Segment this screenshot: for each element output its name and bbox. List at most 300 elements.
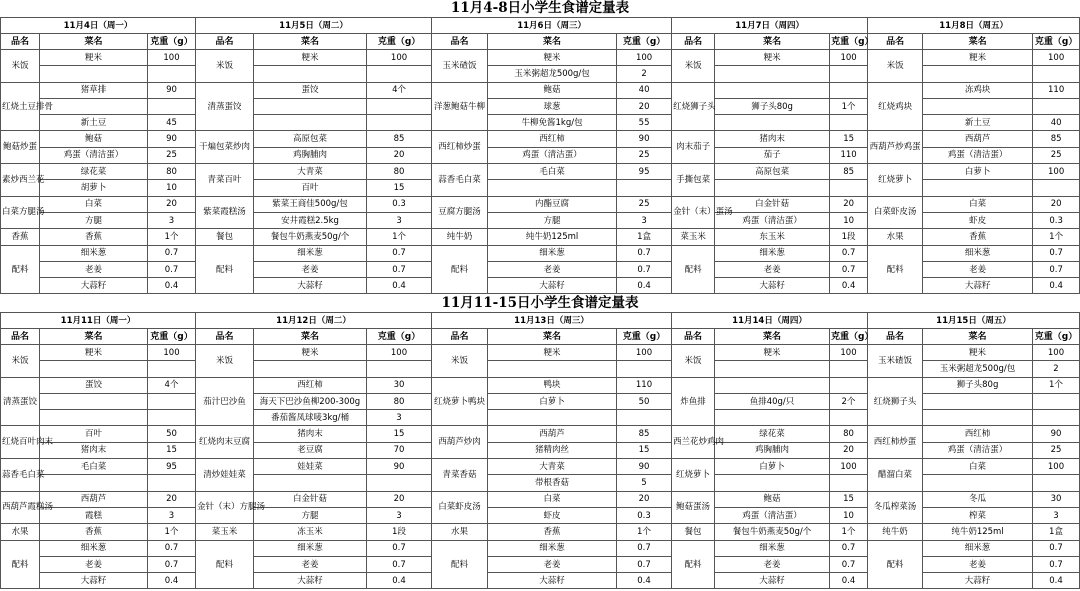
dish-category-header: 品名 <box>432 34 488 50</box>
table-row <box>1 164 1080 180</box>
ingredient-weight: 0.7 <box>367 245 432 261</box>
ingredient-name: 粳米 <box>488 345 617 361</box>
ingredient-name: 老姜 <box>488 261 617 277</box>
ingredient-name: 细米葱 <box>923 540 1033 556</box>
ingredient-weight: 70 <box>367 442 432 458</box>
dish-name: 蒜香毛白菜 <box>432 164 488 197</box>
ingredient-weight: 110 <box>830 147 868 163</box>
ingredient-weight: 0.7 <box>367 261 432 277</box>
ingredient-name: 香蕉 <box>40 229 148 245</box>
day-header: 11月14日（周四） <box>672 313 868 329</box>
ingredient-weight: 0.4 <box>367 573 432 589</box>
ingredient-name: 大青菜 <box>254 164 367 180</box>
dish-category-header: 品名 <box>1 329 40 345</box>
ingredient-weight <box>830 410 868 426</box>
ingredient-name: 玉米粥超龙500g/包 <box>488 66 617 82</box>
dish-name-header: 菜名 <box>254 329 367 345</box>
table-row <box>1 50 1080 66</box>
ingredient-name: 毛白菜 <box>40 459 148 475</box>
dish-category-header: 品名 <box>196 329 254 345</box>
ingredient-weight: 3 <box>617 212 672 228</box>
ingredient-weight: 0.4 <box>830 278 868 294</box>
ingredient-name: 白金针菇 <box>715 196 830 212</box>
dish-name: 白菜虾皮汤 <box>432 491 488 524</box>
weight-header: 克重（g） <box>1033 34 1080 50</box>
ingredient-name: 冻鸡块 <box>923 82 1033 98</box>
ingredient-name: 粳米 <box>715 345 830 361</box>
dish-name: 水果 <box>432 524 488 540</box>
dish-name: 配料 <box>196 540 254 589</box>
dish-name: 红烧肉末豆腐 <box>196 426 254 459</box>
ingredient-weight: 25 <box>617 196 672 212</box>
table-row <box>1 196 1080 212</box>
ingredient-weight: 0.3 <box>367 196 432 212</box>
ingredient-name: 细米葱 <box>715 540 830 556</box>
dish-name: 菜玉米 <box>196 524 254 540</box>
ingredient-weight: 0.3 <box>617 507 672 523</box>
ingredient-name <box>40 475 148 491</box>
ingredient-weight: 110 <box>1033 82 1080 98</box>
ingredient-name: 绿花菜 <box>40 164 148 180</box>
ingredient-weight <box>367 475 432 491</box>
ingredient-weight: 3 <box>367 212 432 228</box>
ingredient-weight: 10 <box>148 180 196 196</box>
dish-name-header: 菜名 <box>40 329 148 345</box>
ingredient-name: 鲍菇 <box>488 82 617 98</box>
table-row <box>1 345 1080 361</box>
ingredient-weight: 1个 <box>830 98 868 114</box>
dish-name: 米饭 <box>672 345 715 378</box>
ingredient-name: 粳米 <box>254 345 367 361</box>
dish-name: 菜玉米 <box>672 229 715 245</box>
ingredient-weight: 25 <box>617 147 672 163</box>
ingredient-name: 新土豆 <box>40 115 148 131</box>
menu-table <box>0 312 1080 589</box>
dish-name: 西红柿炒蛋 <box>868 426 923 459</box>
ingredient-name <box>488 361 617 377</box>
ingredient-name: 细米葱 <box>254 245 367 261</box>
ingredient-weight: 85 <box>830 164 868 180</box>
ingredient-weight: 0.7 <box>617 245 672 261</box>
ingredient-name: 香蕉 <box>40 524 148 540</box>
dish-name: 清炒娃娃菜 <box>196 459 254 492</box>
dish-name: 青菜香菇 <box>432 459 488 492</box>
ingredient-weight: 0.7 <box>830 540 868 556</box>
ingredient-name: 老姜 <box>488 556 617 572</box>
dish-name: 豆腐方腿汤 <box>432 196 488 229</box>
dish-category-header: 品名 <box>672 34 715 50</box>
ingredient-name: 高原包菜 <box>254 131 367 147</box>
dish-name: 红烧狮子头 <box>672 82 715 131</box>
ingredient-weight <box>148 410 196 426</box>
ingredient-name: 内酯豆腐 <box>488 196 617 212</box>
ingredient-name: 白萝卜 <box>715 459 830 475</box>
dish-name-header: 菜名 <box>488 34 617 50</box>
day-header: 11月4日（周一） <box>1 18 196 34</box>
ingredient-name <box>40 410 148 426</box>
ingredient-weight: 110 <box>617 377 672 393</box>
ingredient-name: 细米葱 <box>488 245 617 261</box>
ingredient-name <box>254 66 367 82</box>
ingredient-name: 西红柿 <box>488 131 617 147</box>
ingredient-name <box>923 98 1033 114</box>
dish-name: 配料 <box>432 540 488 589</box>
ingredient-weight: 100 <box>617 345 672 361</box>
ingredient-weight: 1个 <box>148 229 196 245</box>
ingredient-name <box>715 115 830 131</box>
ingredient-name <box>715 361 830 377</box>
ingredient-weight: 1个 <box>617 524 672 540</box>
ingredient-weight: 80 <box>367 164 432 180</box>
ingredient-weight: 100 <box>1033 164 1080 180</box>
dish-name: 西葫芦霞糕汤 <box>1 491 40 524</box>
ingredient-name: 西红柿 <box>254 377 367 393</box>
ingredient-name: 老姜 <box>923 261 1033 277</box>
ingredient-name: 纯牛奶125ml <box>923 524 1033 540</box>
ingredient-name: 粳米 <box>40 50 148 66</box>
ingredient-name <box>488 410 617 426</box>
ingredient-weight: 20 <box>148 196 196 212</box>
ingredient-name: 方腿 <box>254 507 367 523</box>
dish-name: 配料 <box>672 245 715 294</box>
dish-name: 红烧萝卜 <box>672 459 715 492</box>
ingredient-name <box>254 115 367 131</box>
ingredient-weight: 1个 <box>1033 377 1080 393</box>
ingredient-name: 香蕉 <box>923 229 1033 245</box>
ingredient-name: 细米葱 <box>40 245 148 261</box>
table-row <box>1 491 1080 507</box>
ingredient-name: 猪草排 <box>40 82 148 98</box>
ingredient-name: 香蕉 <box>488 524 617 540</box>
ingredient-weight <box>830 82 868 98</box>
dish-name: 白菜方腿汤 <box>1 196 40 229</box>
ingredient-name <box>40 361 148 377</box>
ingredient-weight: 15 <box>367 180 432 196</box>
dish-category-header: 品名 <box>432 329 488 345</box>
ingredient-name: 方腿 <box>488 212 617 228</box>
ingredient-weight <box>1033 66 1080 82</box>
ingredient-weight: 80 <box>830 426 868 442</box>
ingredient-name: 新土豆 <box>923 115 1033 131</box>
ingredient-name: 西葫芦 <box>923 131 1033 147</box>
ingredient-weight: 90 <box>367 459 432 475</box>
ingredient-weight: 45 <box>148 115 196 131</box>
dish-name: 红烧土豆排骨 <box>1 82 40 131</box>
column-header-row <box>1 34 1080 50</box>
ingredient-name: 玉米粥超龙500g/包 <box>923 361 1033 377</box>
ingredient-weight: 100 <box>830 459 868 475</box>
day-header: 11月15日（周五） <box>868 313 1080 329</box>
ingredient-name: 猪肉末 <box>40 442 148 458</box>
dish-name: 玉米碴饭 <box>432 50 488 83</box>
ingredient-name <box>488 180 617 196</box>
ingredient-name: 粳米 <box>715 50 830 66</box>
dish-name: 红烧狮子头 <box>868 377 923 426</box>
dish-name: 纯牛奶 <box>868 524 923 540</box>
ingredient-weight: 100 <box>148 50 196 66</box>
ingredient-weight <box>1033 180 1080 196</box>
ingredient-weight: 0.7 <box>617 261 672 277</box>
ingredient-name: 鱼排40g/只 <box>715 393 830 409</box>
dish-name: 金针（末）方腿汤 <box>196 491 254 524</box>
ingredient-weight: 20 <box>148 491 196 507</box>
ingredient-name <box>923 475 1033 491</box>
ingredient-name: 白萝卜 <box>923 164 1033 180</box>
weight-header: 克重（g） <box>148 329 196 345</box>
ingredient-weight: 10 <box>830 507 868 523</box>
day-header: 11月11日（周一） <box>1 313 196 329</box>
ingredient-name: 虾皮 <box>923 212 1033 228</box>
dish-name-header: 菜名 <box>40 34 148 50</box>
ingredient-name: 粳米 <box>923 345 1033 361</box>
day-header-row <box>1 18 1080 34</box>
ingredient-weight: 15 <box>830 491 868 507</box>
dish-name-header: 菜名 <box>715 329 830 345</box>
ingredient-name: 猪肉末 <box>715 131 830 147</box>
ingredient-weight: 20 <box>617 98 672 114</box>
day-header: 11月12日（周二） <box>196 313 432 329</box>
ingredient-name: 西红柿 <box>923 426 1033 442</box>
ingredient-weight <box>148 393 196 409</box>
ingredient-weight: 100 <box>148 345 196 361</box>
ingredient-name: 老姜 <box>40 261 148 277</box>
ingredient-weight: 0.7 <box>367 556 432 572</box>
dish-category-header: 品名 <box>672 329 715 345</box>
ingredient-name: 百叶 <box>254 180 367 196</box>
dish-name: 西葫芦炒鸡蛋 <box>868 131 923 164</box>
dish-category-header: 品名 <box>868 34 923 50</box>
dish-name: 金针（末）蛋汤 <box>672 196 715 229</box>
day-header: 11月7日（周四） <box>672 18 868 34</box>
dish-name: 水果 <box>868 229 923 245</box>
table-row <box>1 426 1080 442</box>
ingredient-name: 细米葱 <box>715 245 830 261</box>
ingredient-weight: 90 <box>1033 426 1080 442</box>
ingredient-name: 大蒜籽 <box>715 278 830 294</box>
dish-name: 西葫芦炒肉 <box>432 426 488 459</box>
ingredient-weight <box>617 180 672 196</box>
ingredient-weight <box>830 377 868 393</box>
dish-name: 红烧鸡块 <box>868 82 923 131</box>
ingredient-weight: 1个 <box>148 524 196 540</box>
dish-name: 米饭 <box>672 50 715 83</box>
table-row <box>1 540 1080 556</box>
ingredient-name <box>715 82 830 98</box>
weight-header: 克重（g） <box>148 34 196 50</box>
ingredient-weight: 15 <box>617 442 672 458</box>
ingredient-name: 鲍菇 <box>40 131 148 147</box>
ingredient-weight: 0.7 <box>148 556 196 572</box>
ingredient-name: 细米葱 <box>488 540 617 556</box>
ingredient-name: 粳米 <box>254 50 367 66</box>
ingredient-name <box>254 361 367 377</box>
table-row <box>1 82 1080 98</box>
ingredient-weight: 0.7 <box>1033 261 1080 277</box>
dish-name: 纯牛奶 <box>432 229 488 245</box>
ingredient-name: 狮子头80g <box>923 377 1033 393</box>
table-row <box>1 377 1080 393</box>
dish-name: 肉末茄子 <box>672 131 715 164</box>
ingredient-weight: 4个 <box>367 82 432 98</box>
dish-name: 冬瓜榨菜汤 <box>868 491 923 524</box>
ingredient-name: 毛白菜 <box>488 164 617 180</box>
ingredient-name: 白金针菇 <box>254 491 367 507</box>
dish-name: 配料 <box>868 245 923 294</box>
ingredient-name: 细米葱 <box>40 540 148 556</box>
ingredient-weight: 1个 <box>830 524 868 540</box>
ingredient-name: 白菜 <box>40 196 148 212</box>
ingredient-weight: 1盒 <box>1033 524 1080 540</box>
dish-name-header: 菜名 <box>923 34 1033 50</box>
ingredient-weight: 95 <box>617 164 672 180</box>
dish-name: 素炒西兰花 <box>1 164 40 197</box>
ingredient-weight <box>830 115 868 131</box>
ingredient-name: 方腿 <box>40 212 148 228</box>
ingredient-weight <box>367 361 432 377</box>
ingredient-name: 牛柳免酱1kg/包 <box>488 115 617 131</box>
ingredient-weight: 50 <box>617 393 672 409</box>
ingredient-weight: 4个 <box>148 377 196 393</box>
dish-name: 米饭 <box>432 345 488 378</box>
ingredient-name: 鸡胸脯肉 <box>715 442 830 458</box>
dish-name: 洋葱鲍菇牛柳 <box>432 82 488 131</box>
ingredient-weight <box>617 361 672 377</box>
ingredient-name: 虾皮 <box>488 507 617 523</box>
ingredient-name: 老姜 <box>254 556 367 572</box>
ingredient-weight: 25 <box>148 147 196 163</box>
ingredient-weight <box>1033 98 1080 114</box>
ingredient-name: 细米葱 <box>923 245 1033 261</box>
dish-name: 清蒸蛋饺 <box>1 377 40 426</box>
ingredient-weight: 10 <box>830 212 868 228</box>
ingredient-name: 老姜 <box>40 556 148 572</box>
ingredient-weight: 80 <box>367 393 432 409</box>
ingredient-name: 百叶 <box>40 426 148 442</box>
table-row <box>1 245 1080 261</box>
ingredient-weight: 100 <box>1033 345 1080 361</box>
ingredient-name: 粳米 <box>923 50 1033 66</box>
dish-name: 配料 <box>196 245 254 294</box>
ingredient-name: 白萝卜 <box>488 393 617 409</box>
ingredient-weight: 20 <box>617 491 672 507</box>
ingredient-name <box>923 180 1033 196</box>
ingredient-name: 纯牛奶125ml <box>488 229 617 245</box>
ingredient-weight: 80 <box>148 164 196 180</box>
dish-name: 米饭 <box>196 345 254 378</box>
ingredient-name: 狮子头80g <box>715 98 830 114</box>
ingredient-weight: 2个 <box>830 393 868 409</box>
dish-name: 西兰花炒鸡肉 <box>672 426 715 459</box>
dish-name: 米饭 <box>196 50 254 83</box>
dish-name: 配料 <box>432 245 488 294</box>
dish-name: 米饭 <box>1 345 40 378</box>
ingredient-weight: 0.7 <box>148 540 196 556</box>
section-title: 11月4-8日小学生食谱定量表 <box>450 0 630 16</box>
ingredient-weight <box>367 66 432 82</box>
ingredient-name: 大蒜籽 <box>254 278 367 294</box>
dish-name: 红烧百叶肉末 <box>1 426 40 459</box>
table-row <box>1 229 1080 245</box>
ingredient-name: 猪精肉丝 <box>488 442 617 458</box>
ingredient-weight: 0.4 <box>148 278 196 294</box>
ingredient-weight: 20 <box>367 147 432 163</box>
section-title: 11月11-15日小学生食谱定量表 <box>441 295 639 311</box>
ingredient-weight: 90 <box>617 131 672 147</box>
ingredient-weight: 3 <box>367 507 432 523</box>
ingredient-name: 绿花菜 <box>715 426 830 442</box>
weight-header: 克重（g） <box>830 329 868 345</box>
ingredient-weight <box>1033 475 1080 491</box>
ingredient-name: 大蒜籽 <box>254 573 367 589</box>
ingredient-weight <box>148 66 196 82</box>
ingredient-name: 紫菜王商佳500g/包 <box>254 196 367 212</box>
dish-name-header: 菜名 <box>923 329 1033 345</box>
ingredient-weight: 40 <box>1033 115 1080 131</box>
dish-name: 手撕包菜 <box>672 164 715 197</box>
ingredient-weight: 100 <box>830 345 868 361</box>
dish-name: 鲍菇炒蛋 <box>1 131 40 164</box>
ingredient-name <box>715 377 830 393</box>
ingredient-name: 细米葱 <box>254 540 367 556</box>
ingredient-weight: 40 <box>617 82 672 98</box>
ingredient-weight: 25 <box>1033 147 1080 163</box>
ingredient-name: 胡萝卜 <box>40 180 148 196</box>
weight-header: 克重（g） <box>830 34 868 50</box>
ingredient-name <box>254 475 367 491</box>
ingredient-name: 餐包牛奶燕麦50g/个 <box>715 524 830 540</box>
ingredient-weight: 0.7 <box>830 261 868 277</box>
dish-name: 紫菜霞糕汤 <box>196 196 254 229</box>
ingredient-weight: 0.4 <box>1033 573 1080 589</box>
ingredient-weight: 0.7 <box>367 540 432 556</box>
ingredient-name: 高原包菜 <box>715 164 830 180</box>
dish-name: 香蕉 <box>1 229 40 245</box>
column-header-row <box>1 329 1080 345</box>
ingredient-weight: 0.4 <box>367 278 432 294</box>
ingredient-weight: 100 <box>830 50 868 66</box>
ingredient-name: 鸡蛋（清洁蛋） <box>488 147 617 163</box>
dish-name: 红烧萝卜鸭块 <box>432 377 488 426</box>
ingredient-name: 蛋饺 <box>40 377 148 393</box>
ingredient-name <box>40 393 148 409</box>
ingredient-name <box>923 393 1033 409</box>
ingredient-name: 冻玉米 <box>254 524 367 540</box>
ingredient-name: 鸡蛋（清洁蛋） <box>715 507 830 523</box>
ingredient-name: 榨菜 <box>923 507 1033 523</box>
ingredient-name: 大蒜籽 <box>923 573 1033 589</box>
day-header: 11月5日（周二） <box>196 18 432 34</box>
ingredient-weight <box>830 361 868 377</box>
ingredient-weight: 25 <box>1033 442 1080 458</box>
dish-name: 干煸包菜炒肉 <box>196 131 254 164</box>
ingredient-name: 鸡蛋（清洁蛋） <box>715 212 830 228</box>
ingredient-weight: 15 <box>830 131 868 147</box>
ingredient-weight: 95 <box>148 459 196 475</box>
ingredient-name <box>40 98 148 114</box>
dish-name: 配料 <box>1 245 40 294</box>
ingredient-weight <box>617 410 672 426</box>
ingredient-weight: 30 <box>1033 491 1080 507</box>
ingredient-weight: 20 <box>830 442 868 458</box>
ingredient-weight: 0.7 <box>148 245 196 261</box>
ingredient-weight: 100 <box>1033 50 1080 66</box>
dish-category-header: 品名 <box>1 34 40 50</box>
ingredient-weight: 0.7 <box>617 540 672 556</box>
ingredient-name: 老姜 <box>923 556 1033 572</box>
ingredient-weight: 5 <box>617 475 672 491</box>
ingredient-name: 粳米 <box>488 50 617 66</box>
ingredient-weight <box>148 361 196 377</box>
